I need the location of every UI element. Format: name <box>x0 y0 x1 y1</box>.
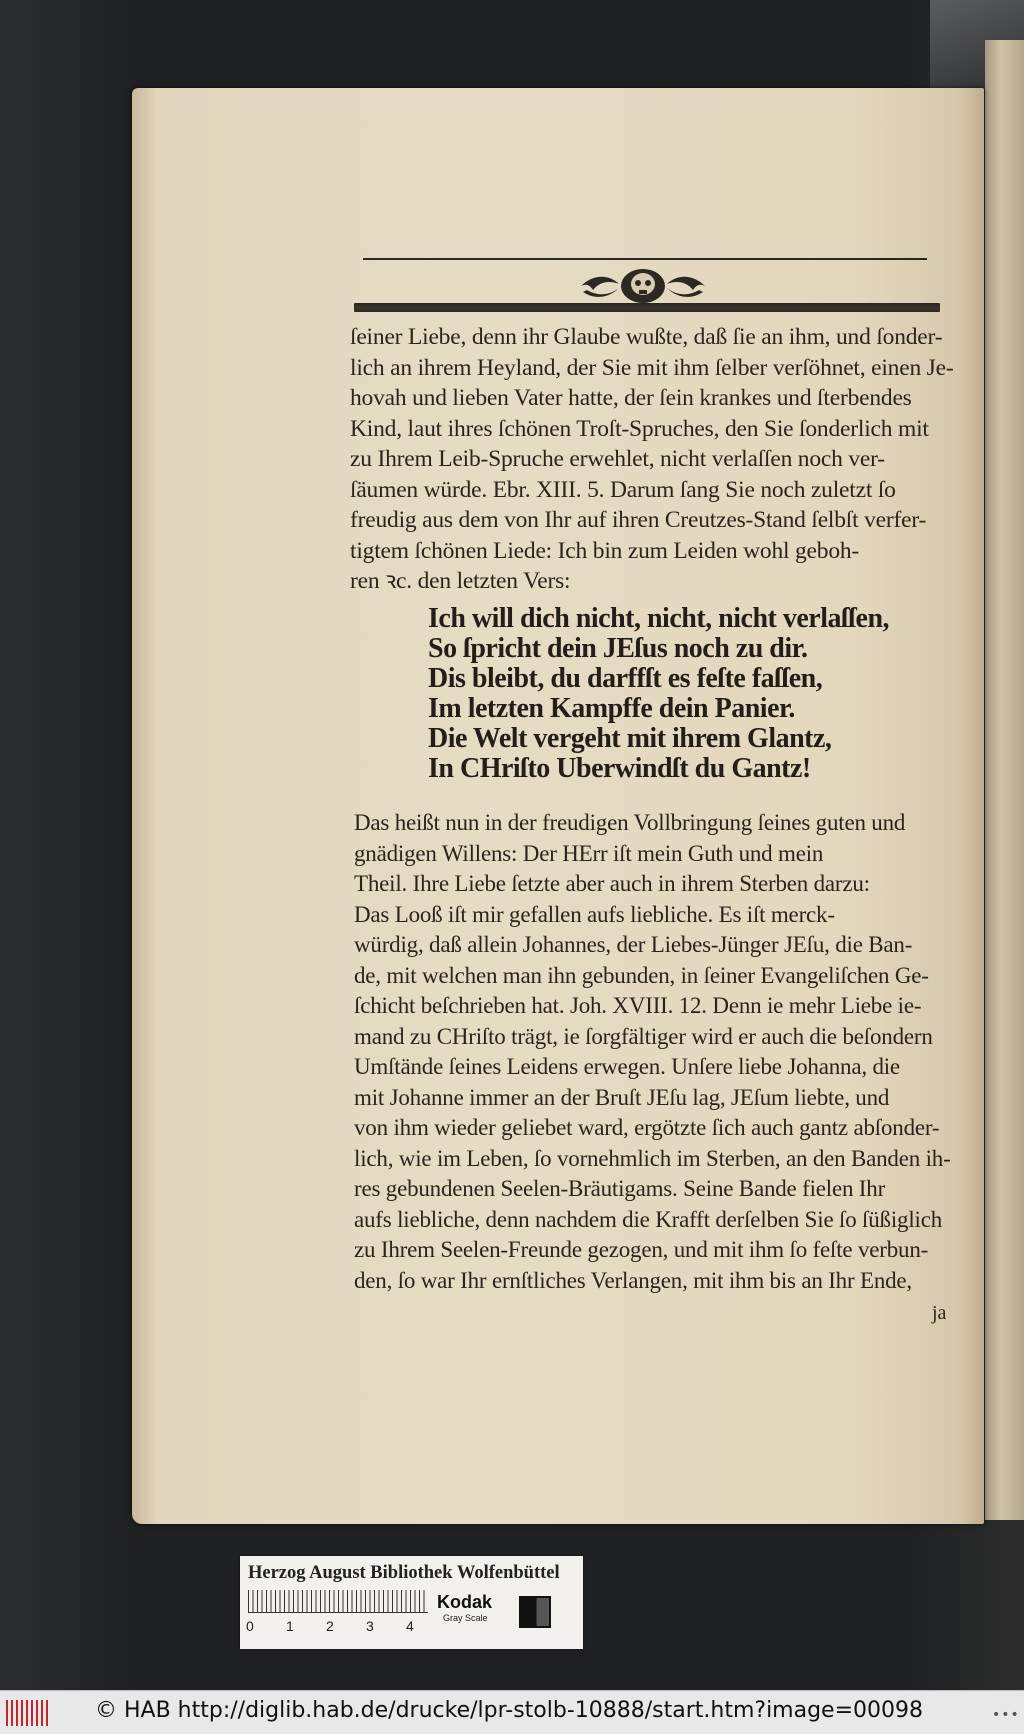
text-line: res gebundenen Seelen-Bräutigams. Seine Bande fielen Ihr <box>354 1176 886 1201</box>
verse-line: Im letzten Kampffe dein Panier. <box>428 693 795 724</box>
gray-scale-label: Gray Scale <box>443 1613 488 1623</box>
text-line: Umſtände ſeines Leidens erwegen. Unſere liebe Johanna, die <box>354 1054 900 1079</box>
text-line: lich an ihrem Heyland, der Sie mit ihm ſelber verſöhnet, einen Je- <box>350 354 954 381</box>
paragraph-2 <box>354 808 954 1296</box>
text-line: zu Ihrem Seelen-Freunde gezogen, und mit ihm ſo feſte verbun- <box>354 1237 929 1262</box>
text-line: ſchicht beſchrieben hat. Joh. XVIII. 12. Denn ie mehr Liebe ie- <box>354 993 922 1018</box>
ruler-number: 4 <box>406 1618 414 1634</box>
verse-line: Dis bleibt, du darffſt es feſte faſſen, <box>428 663 823 694</box>
text-line: den, ſo war Ihr ernſtliches Verlangen, mit ihm bis an Ihr Ende, <box>354 1267 912 1293</box>
text-line: ſeiner Liebe, denn ihr Glaube wußte, daß ſie an ihm, und ſonder- <box>350 324 943 350</box>
gray-swatch-icon <box>519 1596 551 1628</box>
hymn-verse <box>428 604 889 784</box>
text-line: gnädigen Willens: Der HErr iſt mein Guth und mein <box>354 840 824 866</box>
card-title: Herzog August Bibliothek Wolfenbüttel <box>248 1563 560 1583</box>
ornament-bar <box>354 303 940 312</box>
text-line: hovah und lieben Vater hatte, der ſein krankes und ſterbendes <box>350 385 912 411</box>
verse-line: Die Welt vergeht mit ihrem Glantz, <box>428 723 832 754</box>
verse-line: So ſpricht dein JEſus noch zu dir. <box>428 633 808 664</box>
verse-line: In CHriſto Uberwindſt du Gantz! <box>428 753 811 784</box>
ruler-number: 0 <box>246 1618 254 1634</box>
kodak-brand: Kodak <box>437 1592 493 1612</box>
text-line: von ihm wieder geliebet ward, ergötzte ſich auch gantz abſonder- <box>354 1115 940 1140</box>
text-line: Das Looß iſt mir gefallen aufs liebliche. Es iſt merck- <box>354 901 835 927</box>
hab-logo-icon <box>6 1700 50 1726</box>
ruler-number: 3 <box>366 1618 374 1634</box>
text-line: mand zu CHriſto trägt, ie ſorgfältiger wird er auch die beſondern <box>354 1023 933 1049</box>
ruler-number: 2 <box>326 1618 334 1634</box>
paragraph-1 <box>350 322 954 597</box>
text-line: würdig, daß allein Johannes, der Liebes-Jünger JEſu, die Ban- <box>354 932 913 957</box>
verse-line: Ich will dich nicht, nicht, nicht verlaſſen, <box>428 603 890 634</box>
top-rule <box>363 258 927 260</box>
text-line: Theil. Ihre Liebe ſetzte aber auch in ihrem Sterben darzu: <box>354 871 870 896</box>
text-line: de, mit welchen man ihn gebunden, in ſeiner Evangeliſchen Ge- <box>354 962 929 988</box>
text-line: lich, wie im Leben, ſo vornehmlich im Sterben, an den Banden ih- <box>354 1145 951 1171</box>
text-line: aufs liebliche, denn nachdem die Krafft derſelben Sie ſo ſüßiglich <box>354 1206 943 1232</box>
text-line: Kind, laut ihres ſchönen Troſt-Spruches, den Sie ſonderlich mit <box>350 415 929 442</box>
ruler-numbers <box>246 1618 446 1634</box>
color-calibration-card <box>240 1556 583 1649</box>
text-line: tigtem ſchönen Liede: Ich bin zum Leiden wohl geboh- <box>350 537 860 564</box>
text-line: freudig aus dem von Ihr auf ihren Creutzes-Stand ſelbſt verfer- <box>350 507 927 533</box>
text-line: mit Johanne immer an der Bruſt JEſu lag, JEſum liebte, und <box>354 1084 890 1110</box>
catchword: ja <box>932 1302 947 1324</box>
more-icon[interactable]: ••• <box>992 1707 1020 1723</box>
viewer-footer <box>0 1690 1024 1734</box>
text-line: ren ꝛc. den letzten Vers: <box>350 568 571 594</box>
ruler-number: 1 <box>286 1618 294 1634</box>
text-line: zu Ihrem Leib-Spruche erwehlet, nicht verlaſſen noch ver- <box>350 446 885 472</box>
footer-url[interactable]: © HAB http://diglib.hab.de/drucke/lpr-stolb-10888/start.htm?image=00098 <box>95 1698 924 1723</box>
skull-ornament-icon <box>573 266 713 306</box>
measurement-ruler <box>248 1590 428 1613</box>
text-line: ſäumen würde. Ebr. XIII. 5. Darum ſang Sie noch zuletzt ſo <box>350 476 896 503</box>
text-line: Das heißt nun in der freudigen Vollbringung ſeines guten und <box>354 810 906 835</box>
next-page-edge <box>985 40 1024 1520</box>
